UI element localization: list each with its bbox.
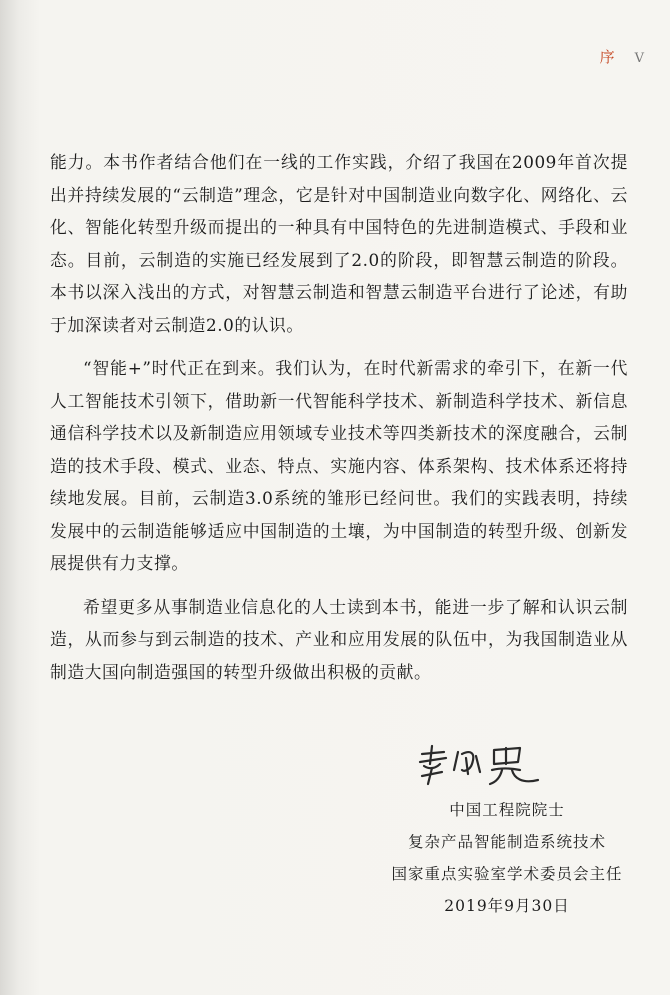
handwritten-signature	[410, 740, 550, 790]
section-title: 序	[599, 48, 615, 66]
paragraph-1: 能力。本书作者结合他们在一线的工作实践，介绍了我国在2009年首次提出并持续发展的“云制造”理念，它是针对中国制造业向数字化、网络化、云化、智能化转型升级而提出的一种具有中国特色的先进制造模式、手段和业态。目前，云制造的实施已经发展到了2.0的阶段，即智慧云制造的阶段。本书以深入浅出的方式，对智慧云制造和智慧云制造平台进行了论述，有助于加深读者对云制造2.0的认识。	[50, 152, 628, 335]
signer-title-3: 国家重点实验室学术委员会主任	[391, 865, 623, 883]
paragraph-2: “智能+”时代正在到来。我们认为，在时代新需求的牵引下，在新一代人工智能技术引领下，借助新一代智能科学技术、新制造科学技术、新信息通信科学技术以及新制造应用领域专业技术等四类新技术的深度融合，云制造的技术手段、模式、业态、特点、实施内容、体系架构、技术体系还将持续地发展。目前，云制造3.0系统的雏形已经问世。我们的实践表明，持续发展中的云制造能够适应中国制造的土壤，为中国制造的转型升级、创新发展提供有力支撑。	[50, 358, 628, 573]
paragraph-3: 希望更多从事制造业信息化的人士读到本书，能进一步了解和认识云制造，从而参与到云制造的技术、产业和应用发展的队伍中，为我国制造业从制造大国向制造强国的转型升级做出积极的贡献。	[50, 596, 628, 682]
signature-block	[372, 794, 642, 922]
signature-date: 2019年9月30日	[444, 897, 570, 915]
running-head	[600, 46, 644, 67]
page-number: V	[634, 51, 644, 66]
signer-title-2: 复杂产品智能制造系统技术	[407, 833, 606, 851]
body-text	[50, 146, 628, 699]
signer-title-1: 中国工程院院士	[449, 801, 565, 819]
